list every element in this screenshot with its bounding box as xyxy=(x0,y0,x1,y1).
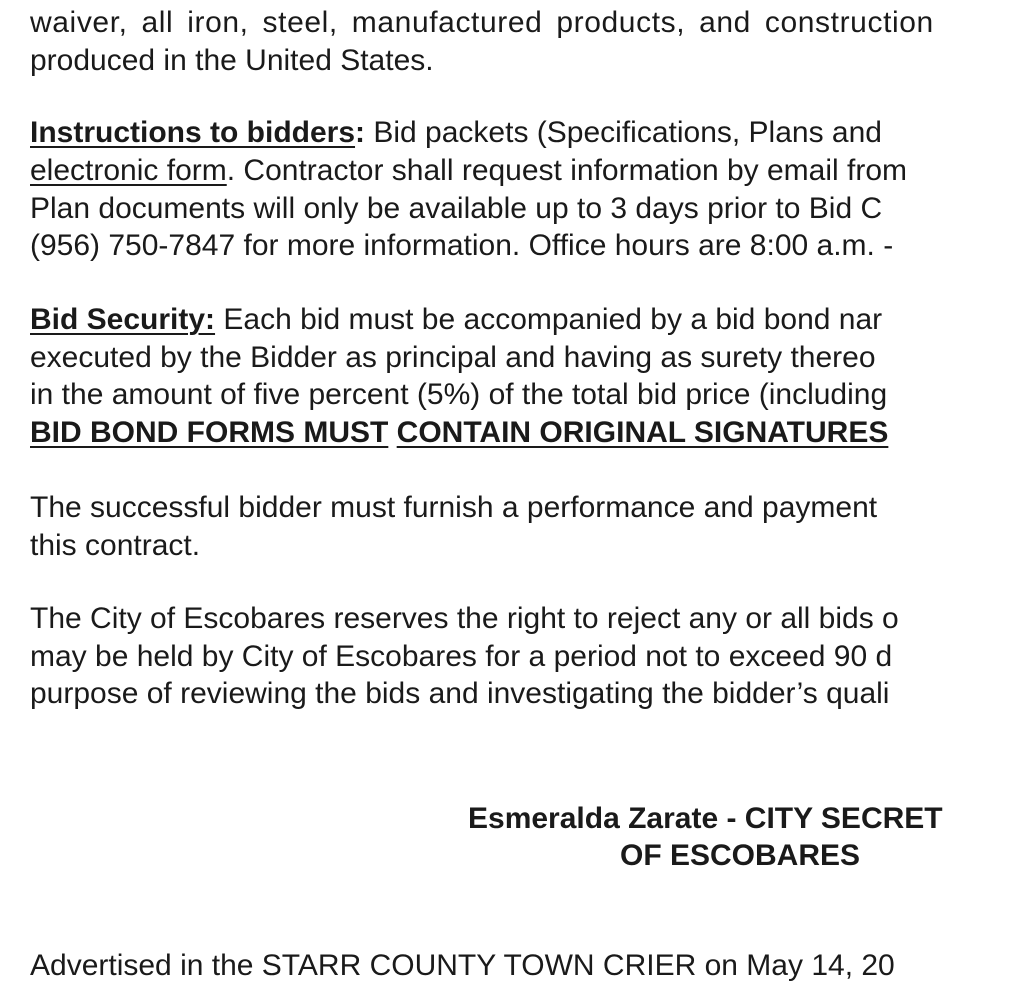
bid-security-line-4 xyxy=(30,414,888,452)
paragraph-1-line-2: produced in the United States. xyxy=(30,44,434,77)
original-signatures-notice: CONTAIN ORIGINAL SIGNATURES xyxy=(396,416,889,449)
bid-security-line-2: executed by the Bidder as principal and having as surety thereo xyxy=(30,341,876,374)
instructions-line-2 xyxy=(30,152,907,190)
instructions-heading-colon: : xyxy=(355,116,366,149)
bid-security-line-3: in the amount of five percent (5%) of the total bid price (including xyxy=(30,378,888,411)
reservation-line-3: purpose of reviewing the bids and investigating the bidder’s quali xyxy=(30,677,890,710)
reservation-line-2: may be held by City of Escobares for a period not to exceed 90 d xyxy=(30,640,893,673)
bid-security-heading: Bid Security: xyxy=(30,303,216,336)
performance-line-2: this contract. xyxy=(30,529,201,562)
signature-name: Esmeralda Zarate - CITY SECRET xyxy=(468,802,943,835)
instructions-line-2-text: . Contractor shall request information by email from xyxy=(226,154,908,187)
bid-security-line-1 xyxy=(30,301,882,339)
advertisement-line: Advertised in the STARR COUNTY TOWN CRIER on May 14, 20 xyxy=(30,949,895,982)
bid-security-line-1-text: Each bid must be accompanied by a bid bond nar xyxy=(215,303,883,336)
bid-bond-forms-notice: BID BOND FORMS MUST xyxy=(30,416,389,449)
performance-line-1: The successful bidder must furnish a performance and payment xyxy=(30,491,878,524)
signature-title: OF ESCOBARES xyxy=(620,839,861,872)
electronic-form-link[interactable]: electronic form xyxy=(30,154,227,187)
instructions-line-1 xyxy=(30,114,882,152)
instructions-line-3: Plan documents will only be available up to 3 days prior to Bid C xyxy=(30,192,883,225)
instructions-heading: Instructions to bidders xyxy=(30,116,356,149)
instructions-line-4: (956) 750-7847 for more information. Office hours are 8:00 a.m. - xyxy=(30,229,894,262)
paragraph-1-line-1: waiver, all iron, steel, manufactured products, and construction xyxy=(30,6,934,39)
reservation-line-1: The City of Escobares reserves the right to reject any or all bids o xyxy=(30,602,899,635)
instructions-line-1-text: Bid packets (Specifications, Plans and xyxy=(365,116,882,149)
